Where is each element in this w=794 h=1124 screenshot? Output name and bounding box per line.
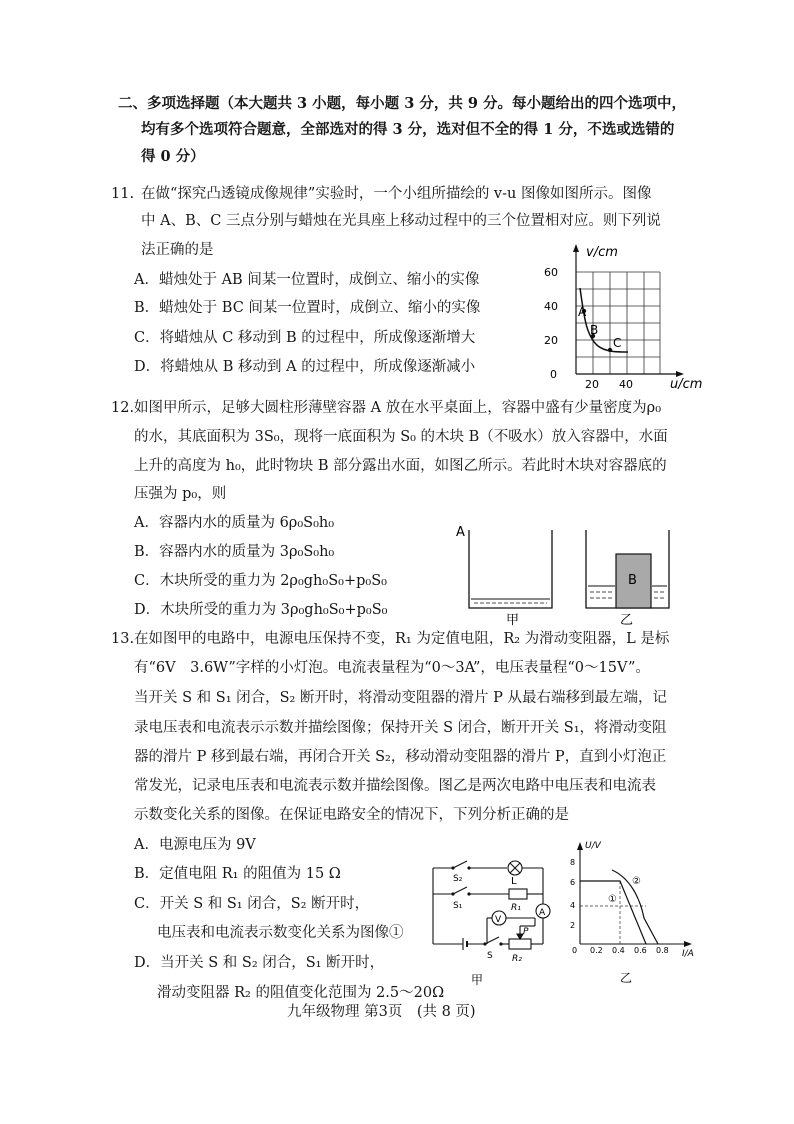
- section-heading-line1: 二、多项选择题（本大题共 3 小题，每小题 3 分，共 9 分。每小题给出的四个选项中，: [118, 95, 687, 112]
- q12-stem-line4: 压强为 p₀，则: [134, 486, 227, 502]
- q13-curve2-label: ②: [632, 876, 641, 887]
- q13-option-b: B．定值电阻 R₁ 的阻值为 15 Ω: [134, 866, 341, 882]
- q13-stem-line4: 录电压表和电流表示示数并描绘图像；保持开关 S 闭合，断开开关 S₁，将滑动变阻: [134, 720, 667, 736]
- q13-ui-graph: [560, 838, 710, 988]
- circuit-caption-jia: 甲: [471, 973, 484, 987]
- q12-block-b-label: B: [628, 573, 637, 588]
- circuit-slider-p-label: P: [523, 927, 529, 937]
- q11-ytick-60: 60: [544, 266, 558, 279]
- q12-container-figure: [450, 520, 690, 628]
- ammeter-icon: A: [539, 908, 546, 918]
- q12-caption-jia: 甲: [506, 613, 520, 628]
- q13-stem-line6: 常发光，记录电压表和电流表示数并描绘图像。图乙是两次电路中电压表和电流表: [134, 778, 656, 794]
- section-heading-line2: 均有多个选项符合题意，全部选对的得 3 分，选对但不全的得 1 分，不选或选错的: [141, 121, 675, 138]
- q12-stem-line2: 的水，其底面积为 3S₀，现将一底面积为 S₀ 的木块 B（不吸水）放入容器中，水面: [134, 429, 668, 445]
- q12-container-a-label: A: [456, 525, 465, 540]
- q11-point-b-label: B: [590, 323, 599, 337]
- q13-xtick-0.6: 0.6: [634, 946, 647, 955]
- q11-ytick-20: 20: [544, 334, 558, 347]
- q11-ytick-0: 0: [550, 368, 557, 381]
- q11-graph-ylabel: v/cm: [586, 245, 618, 260]
- q13-option-d-line1: D．当开关 S 和 S₂ 闭合，S₁ 断开时，: [134, 955, 385, 971]
- q13-xtick-0.8: 0.8: [656, 946, 669, 955]
- q13-stem-line3: 当开关 S 和 S₁ 闭合，S₂ 断开时，将滑动变阻器的滑片 P 从最右端移到最左端，记: [134, 690, 667, 706]
- q13-option-c-line2: 电压表和电流表示数变化关系为图像①: [157, 925, 404, 941]
- q11-stem-line3: 法正确的是: [141, 242, 214, 258]
- q13-graph-caption-yi: 乙: [620, 971, 633, 985]
- circuit-s2-label: S₂: [453, 874, 463, 884]
- circuit-r2-label: R₂: [512, 954, 522, 964]
- q11-point-a-label: A: [578, 305, 587, 319]
- q11-stem-line2: 中 A、B、C 三点分别与蜡烛在光具座上移动过程中的三个位置相对应。则下列说: [141, 213, 661, 229]
- q12-option-b: B．容器内水的质量为 3ρ₀S₀h₀: [134, 544, 335, 560]
- q13-option-a: A．电源电压为 9V: [134, 837, 256, 853]
- q13-stem-line7: 示数变化关系的图像。在保证电路安全的情况下，下列分析正确的是: [134, 807, 569, 823]
- q12-caption-yi: 乙: [620, 613, 634, 628]
- q13-ytick-6: 6: [570, 878, 576, 887]
- q12-number: 12.: [111, 400, 135, 416]
- q13-circuit-diagram: [425, 848, 560, 988]
- q13-stem-line1: 在如图甲的电路中，电源电压保持不变，R₁ 为定值电阻，R₂ 为滑动变阻器，L 是标: [134, 631, 670, 647]
- circuit-r1-label: R₁: [511, 903, 521, 913]
- q11-xtick-20: 20: [585, 378, 599, 391]
- section-heading-line3: 得 0 分）: [141, 148, 205, 165]
- q12-stem-line1: 如图甲所示，足够大圆柱形薄壁容器 A 放在水平桌面上，容器中盛有少量密度为ρ₀: [134, 400, 662, 416]
- q13-ytick-4: 4: [570, 901, 576, 910]
- q13-xtick-0.4: 0.4: [612, 946, 625, 955]
- q13-ytick-8: 8: [570, 858, 576, 867]
- q13-ytick-2: 2: [570, 921, 576, 930]
- circuit-lamp-label: L: [511, 876, 517, 887]
- q11-point-c-label: C: [613, 336, 622, 350]
- q13-xtick-0.2: 0.2: [590, 946, 603, 955]
- q11-number: 11.: [111, 186, 135, 202]
- q11-xtick-40: 40: [619, 378, 633, 391]
- circuit-s1-label: S₁: [453, 901, 463, 911]
- q11-ytick-40: 40: [544, 300, 558, 313]
- q11-graph-xlabel: u/cm: [670, 377, 703, 392]
- q12-stem-line3: 上升的高度为 h₀，此时物块 B 部分露出水面，如图乙所示。若此时木块对容器底的: [134, 458, 667, 474]
- q13-option-c-line1: C．开关 S 和 S₁ 闭合，S₂ 断开时，: [134, 896, 370, 912]
- page-footer: 九年级物理 第3页 (共 8 页): [287, 1004, 476, 1020]
- q11-option-d: D．将蜡烛从 B 移动到 A 的过程中，所成像逐渐减小: [134, 359, 476, 375]
- q13-ytick-0: 0: [572, 946, 578, 955]
- q13-stem-line5: 器的滑片 P 移到最右端，再闭合开关 S₂，移动滑动变阻器的滑片 P，直到小灯泡正: [134, 749, 667, 765]
- q13-curve1-label: ①: [608, 894, 617, 905]
- q11-option-a: A．蜡烛处于 AB 间某一位置时，成倒立、缩小的实像: [134, 272, 480, 288]
- voltmeter-icon: V: [495, 915, 502, 925]
- q13-graph-ylabel: U/V: [585, 841, 601, 851]
- q11-stem-line1: 在做“探究凸透镜成像规律”实验时，一个小组所描绘的 v-u 图像如图所示。图像: [141, 186, 652, 202]
- q11-vu-graph: [530, 236, 710, 396]
- q13-number: 13.: [111, 631, 135, 647]
- q12-option-d: D．木块所受的重力为 3ρ₀gh₀S₀+p₀S₀: [134, 602, 388, 618]
- q12-option-a: A．容器内水的质量为 6ρ₀S₀h₀: [134, 515, 335, 531]
- q11-option-c: C．将蜡烛从 C 移动到 B 的过程中，所成像逐渐增大: [134, 330, 476, 346]
- q13-graph-xlabel: I/A: [682, 949, 694, 959]
- circuit-s-label: S: [487, 951, 493, 961]
- q13-option-d-line2: 滑动变阻器 R₂ 的阻值变化范围为 2.5～20Ω: [157, 985, 445, 1001]
- q12-option-c: C．木块所受的重力为 2ρ₀gh₀S₀+p₀S₀: [134, 573, 387, 589]
- q11-option-b: B．蜡烛处于 BC 间某一位置时，成倒立、缩小的实像: [134, 300, 481, 316]
- q13-stem-line2: 有“6V 3.6W”字样的小灯泡。电流表量程为“0～3A”，电压表量程“0～15V”。: [134, 660, 650, 676]
